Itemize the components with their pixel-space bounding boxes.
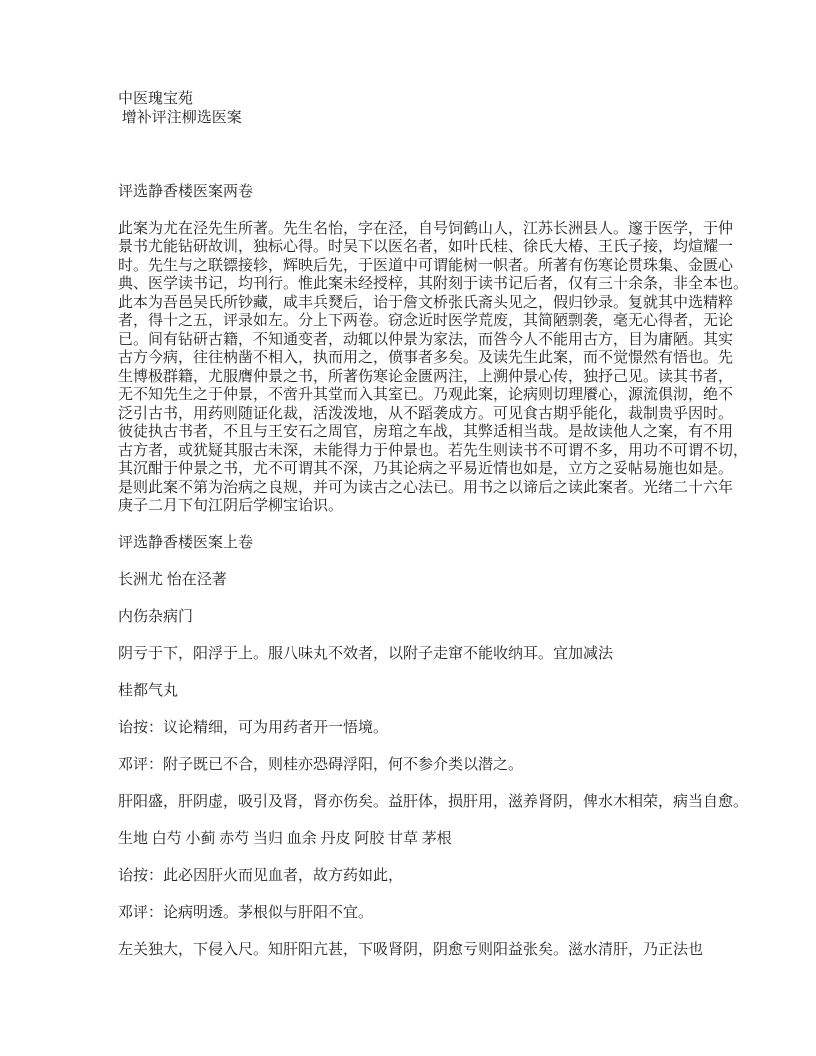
- volume-title: 评选静香楼医案两卷: [118, 183, 254, 200]
- chapter-title: 内伤杂病门: [118, 609, 194, 625]
- preface-line: 生博极群籍，尤服膺仲景之书，所著伤寒论金匮两注，上溯仲景心传，独抒己见。读其书者，: [118, 368, 734, 385]
- deng-comment: 邓评：论病明透。茅根似与肝阳不宜。: [118, 905, 374, 921]
- yi-comment: 诒按：此必因肝火而见血者，故方药如此，: [118, 868, 404, 884]
- preface-line: 彼徒执古书者，不且与王安石之周官，房琯之车战，其弊适相当哉。是故读他人之案，有不用: [118, 424, 734, 440]
- preface-line: 泛引古书，用药则随证化裁，活泼泼地，从不蹈袭成方。可见食古期乎能化，裁制贵乎因时。: [118, 405, 734, 422]
- part-title: 评选静香楼医案上卷: [118, 535, 254, 551]
- preface-line: 古方者，或犹疑其服古未深，未能得力于仲景也。若先生则读书不可谓不多，用功不可谓不切，: [118, 442, 749, 459]
- author-line: 长洲尤 怡在泾著: [118, 572, 227, 588]
- book-title: 增补评注柳选医案: [118, 109, 242, 126]
- site-title: 中医瑰宝苑: [118, 91, 194, 107]
- case-text: 左关独大，下侵入尺。知肝阳亢甚，下吸肾阴，阴愈亏则阳益张矣。滋水清肝，乃正法也: [118, 942, 704, 958]
- prescription-name: 桂都气丸: [118, 683, 179, 699]
- preface-line: 是则此案不第为治病之良规，并可为读古之心法已。用书之以谛后之读此案者。光绪二十六年: [118, 479, 734, 496]
- case-text: 阴亏于下，阳浮于上。服八味丸不效者，以附子走窜不能收纳耳。宜加减法: [118, 646, 614, 662]
- preface-line: 此案为尤在泾先生所著。先生名怡，字在泾，自号饲鹤山人，江苏长洲县人。邃于医学，于仲: [118, 220, 734, 237]
- preface-paragraph: [118, 220, 749, 516]
- preface-line: 其沉酣于仲景之书，尤不可谓其不深，乃其论病之平易近情也如是，立方之妥帖易施也如是。: [118, 461, 734, 477]
- preface-line: 无不知先生之于仲景，不啻升其堂而入其室已。乃观此案，论病则切理餍心，源流俱沏，绝不: [118, 387, 734, 403]
- herb-list: 生地 白芍 小蓟 赤芍 当归 血余 丹皮 阿胶 甘草 茅根: [118, 831, 452, 847]
- preface-line: 已。间有钻研古籍，不知通变者，动辄以仲景为家法，而咎今人不能用古方，目为庸陋。其实: [118, 331, 734, 348]
- yi-comment: 诒按：议论精细，可为用药者开一悟境。: [118, 720, 389, 736]
- preface-line: 者，得十之五，评录如左。分上下两卷。窃念近时医学荒废，其简陋剽袭，毫无心得者，无论: [118, 313, 734, 329]
- preface-line: 景书尤能钻研故训，独标心得。时吴下以医名者，如叶氏桂、徐氏大椿、王氏子接，均煊耀一: [118, 239, 734, 255]
- deng-comment: 邓评：附子既已不合，则桂亦恐碍浮阳，何不参介类以潜之。: [118, 757, 524, 773]
- preface-line: 时。先生与之联镖接轸，辉映后先，于医道中可谓能树一帜者。所著有伤寒论贯珠集、金匮心: [118, 257, 734, 274]
- preface-line: 古方今病，往往枘凿不相入，执而用之，偾事者多矣。及读先生此案，而不觉憬然有悟也。先: [118, 350, 734, 366]
- preface-line: 庚子二月下旬江阴后学柳宝诒识。: [118, 498, 344, 514]
- case-text: 肝阳盛，肝阴虚，吸引及肾，肾亦伤矣。益肝体，损肝用，滋养肾阴，俾水木相荣，病当自愈。: [118, 794, 749, 810]
- preface-line: 此本为吾邑吴氏所钞藏，咸丰兵燹后，诒于詹文桥张氏斋头见之，假归钞录。复就其中选精粹: [118, 294, 734, 311]
- preface-line: 典、医学读书记，均刊行。惟此案未经授梓，其附刻于读书记后者，仅有三十余条，非全本也。: [118, 276, 749, 292]
